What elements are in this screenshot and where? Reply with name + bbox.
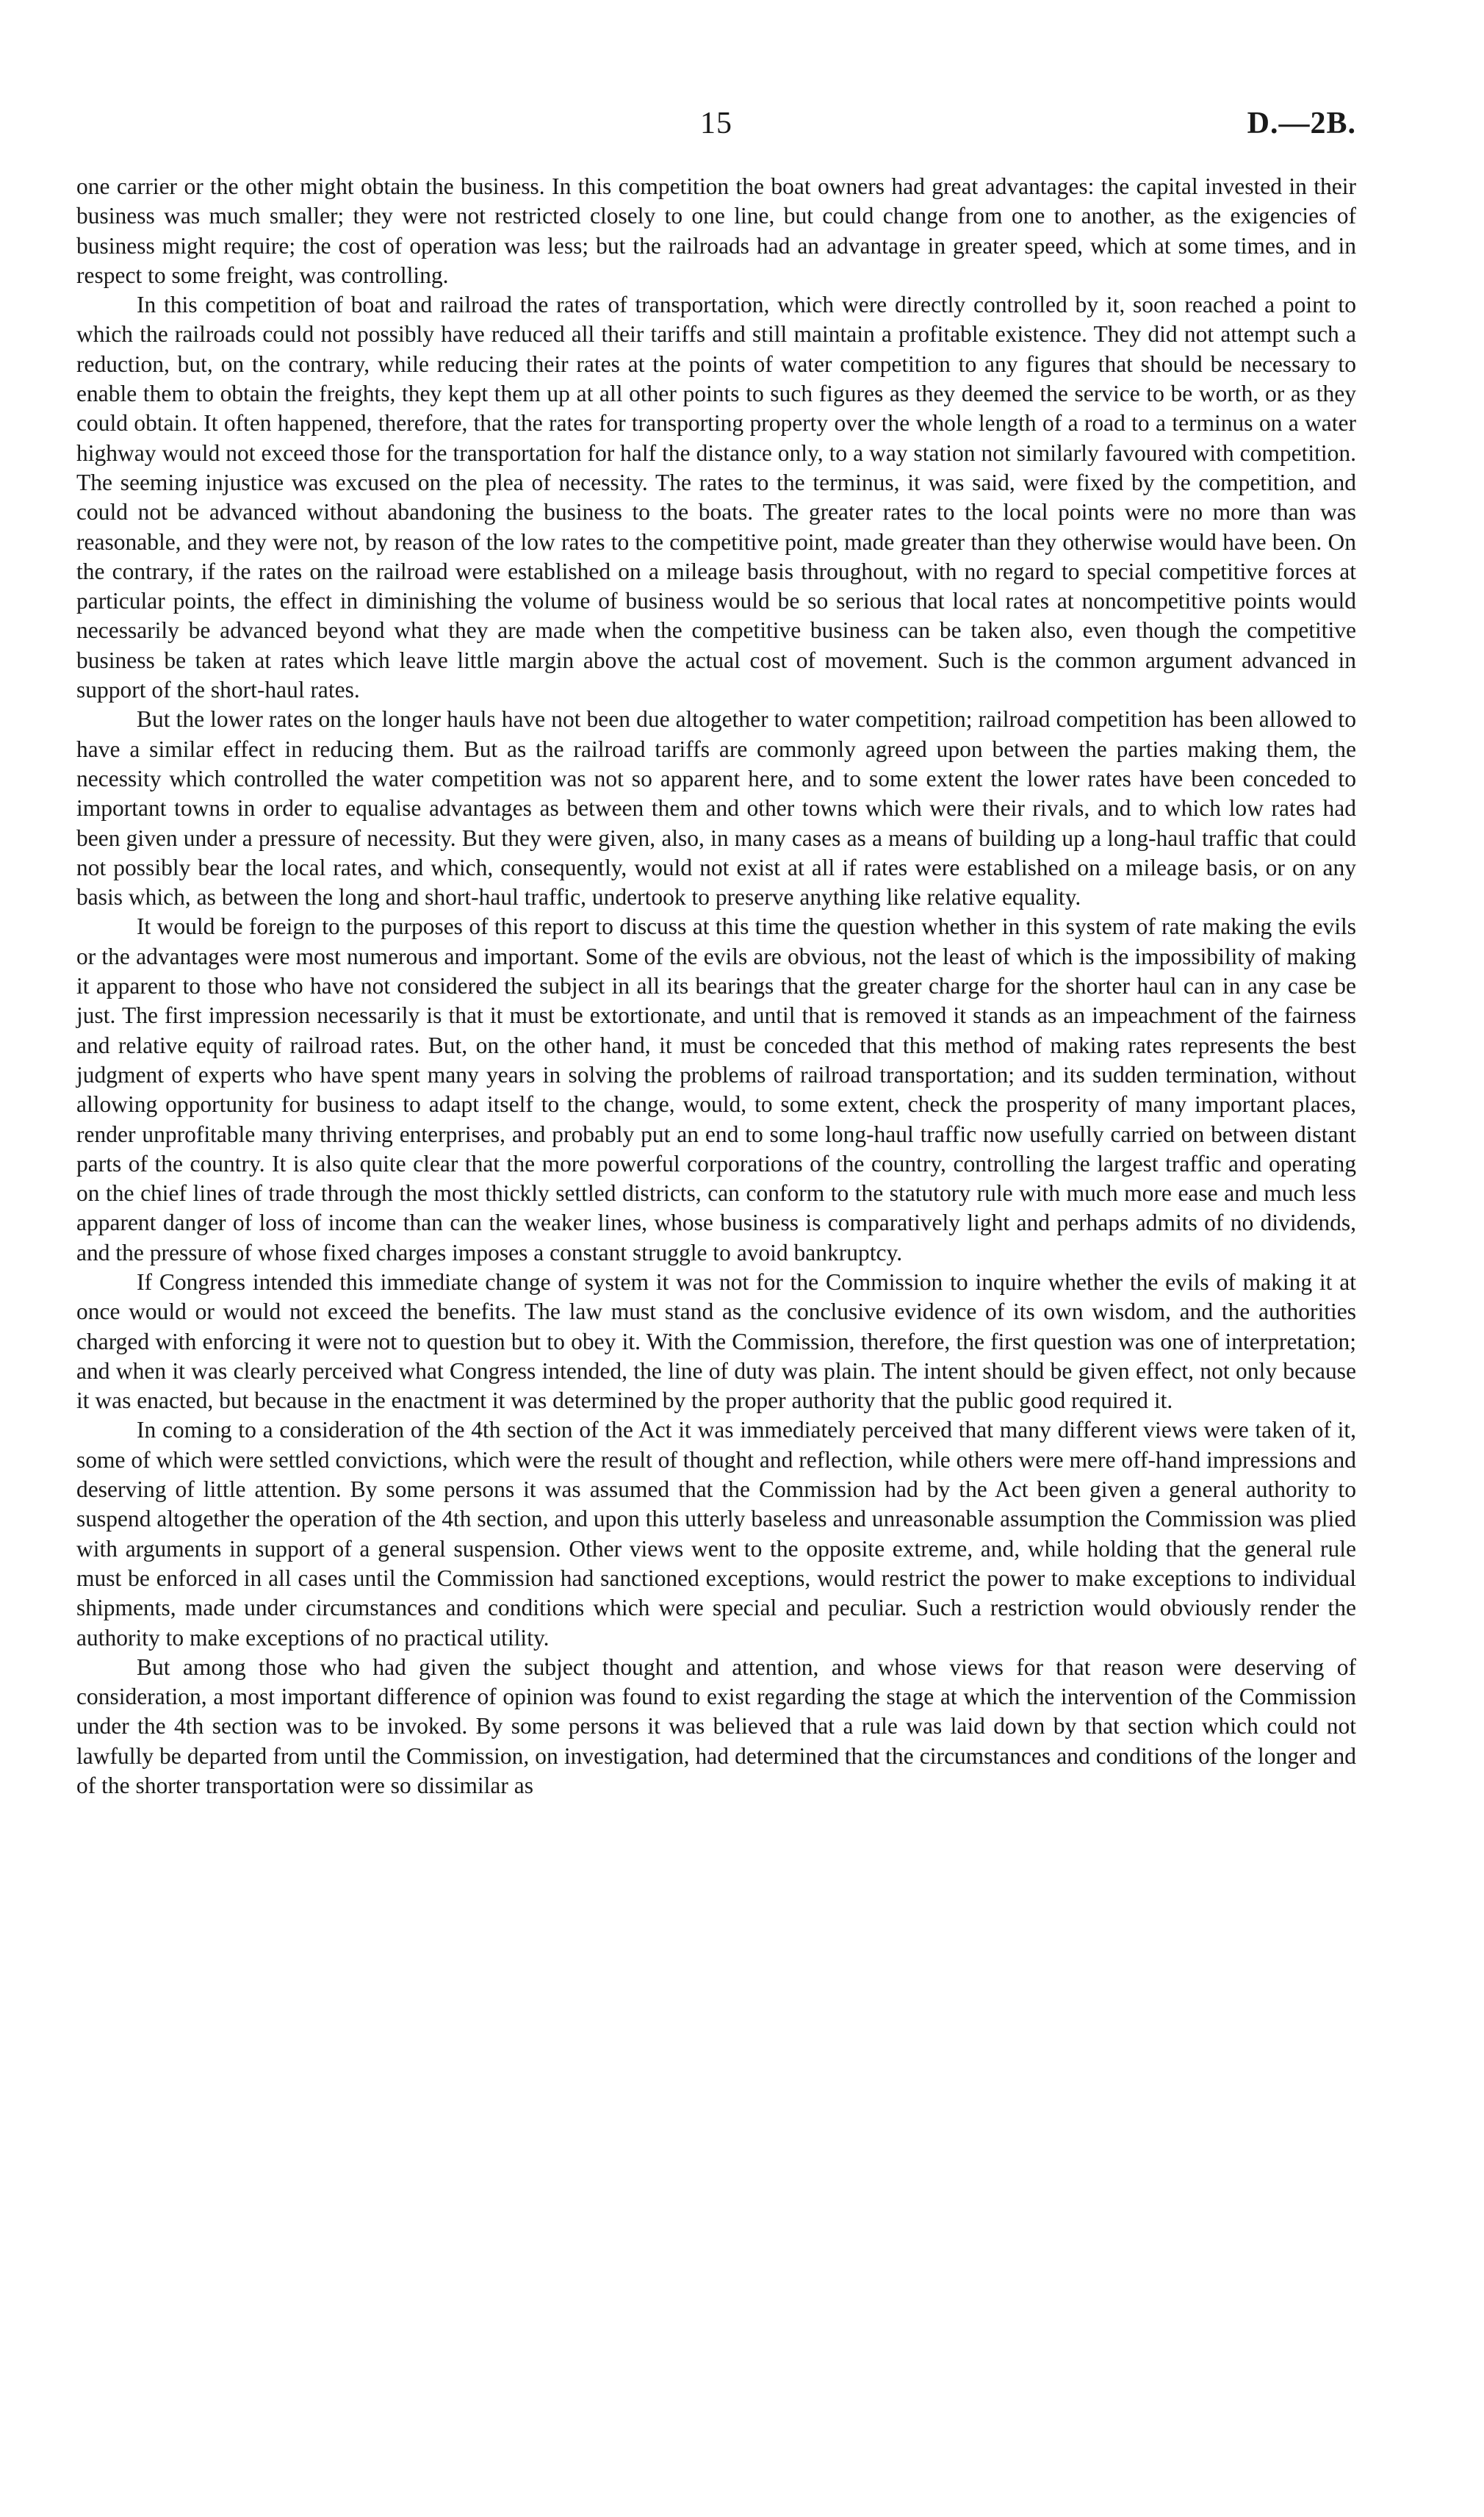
paragraph: But among those who had given the subject thought and attention, and whose views for that reason were deserving of consideration, a most important difference of opinion was found to exist regarding the stage at which the intervention of the Commission under the 4th section was to be invoked. By some persons it was believed that a rule was laid down by that section which could not lawfully be departed from until the Commission, on investigation, had determined that the circumstances and conditions of the longer and of the shorter transportation were so dissimilar as — [76, 1654, 1356, 1799]
body-text — [76, 172, 1356, 1800]
paragraph: It would be foreign to the purposes of this report to discuss at this time the question whether in this system of rate making the evils or the advantages were most numerous and important. Some of the evils are obvious, not the least of which is the impossibility of making it apparent to those who have not considered the subject in all its bearings that the greater charge for the shorter haul can in any case be just. The first impression necessarily is that it must be extortionate, and until that is removed it stands as an impeachment of the fairness and relative equity of railroad rates. But, on the other hand, it must be conceded that this method of making rates represents the best judgment of experts who have spent many years in solving the problems of railroad transportation; and its sudden termination, without allowing opportunity for business to adapt itself to the change, would, to some extent, check the prosperity of many important places, render unprofitable many thriving enterprises, and probably put an end to some long-haul traffic now usefully carried on between distant parts of the country. It is also quite clear that the more powerful corporations of the country, controlling the largest traffic and operating on the chief lines of trade through the most thickly settled districts, can conform to the statutory rule with much more ease and much less apparent danger of loss of income than can the weaker lines, whose business is comparatively light and perhaps admits of no dividends, and the pressure of whose fixed charges imposes a constant struggle to avoid bankruptcy. — [76, 913, 1356, 1265]
paragraph: In this competition of boat and railroad the rates of transportation, which were directly controlled by it, soon reached a point to which the railroads could not possibly have reduced all their tariffs and still maintain a profitable existence. They did not attempt such a reduction, but, on the contrary, while reducing their rates at the points of water competition to any figures that should be necessary to enable them to obtain the freights, they kept them up at all other points to such figures as they deemed the service to be worth, or as they could obtain. It often happened, therefore, that the rates for transporting property over the whole length of a road to a terminus on a water highway would not exceed those for the transportation for half the distance only, to a way station not similarly favoured with competition. The seeming injustice was excused on the plea of necessity. The rates to the terminus, it was said, were fixed by the competition, and could not be advanced without abandoning the business to the boats. The greater rates to the local points were no more than was reasonable, and they were not, by reason of the low rates to the competitive point, made greater than they otherwise would have been. On the contrary, if the rates on the railroad were established on a mileage basis throughout, with no regard to special competitive forces at particular points, the effect in diminishing the volume of business would be so serious that local rates at noncompetitive points would necessarily be advanced beyond what they are made when the competitive business can be taken also, even though the competitive business be taken at rates which leave little margin above the actual cost of movement. Such is the common argument advanced in support of the short-haul rates. — [76, 292, 1356, 703]
paragraph: But the lower rates on the longer hauls have not been due altogether to water competition; railroad competition has been allowed to have a similar effect in reducing them. But as the railroad tariffs are commonly agreed upon between the parties making them, the necessity which controlled the water competition was not so apparent here, and to some extent the lower rates have been conceded to important towns in order to equalise advantages as between them and other towns which were their rivals, and to which low rates had been given under a pressure of necessity. But they were given, also, in many cases as a means of building up a long-haul traffic that could not possibly bear the local rates, and which, consequently, would not exist at all if rates were established on a mileage basis, or on any basis which, as between the long and short-haul traffic, undertook to preserve anything like relative equality. — [76, 706, 1356, 911]
paragraph: In coming to a consideration of the 4th section of the Act it was immediately perceived that many different views were taken of it, some of which were settled convictions, which were the result of thought and reflection, while others were mere off-hand impressions and deserving of little attention. By some persons it was assumed that the Commission had by the Act been given a general authority to suspend altogether the operation of the 4th section, and upon this utterly baseless and unreasonable assumption the Commission was plied with arguments in support of a general suspension. Other views went to the opposite extreme, and, while holding that the general rule must be enforced in all cases until the Commission had sanctioned exceptions, would restrict the power to make exceptions to individual shipments, made under circumstances and conditions which were special and peculiar. Such a restriction would obviously render the authority to make exceptions of no practical utility. — [76, 1417, 1356, 1651]
paragraph-continued: one carrier or the other might obtain the business. In this competition the boat owners had great advantages: the capital invested in their business was much smaller; they were not restricted closely to one line, but could change from one to another, as the exigencies of business might require; the cost of operation was less; but the railroads had an advantage in greater speed, which at some times, and in respect to some freight, was controlling. — [76, 173, 1356, 288]
page-number: 15 — [700, 107, 732, 140]
document-reference: D.—2B. — [1247, 107, 1356, 140]
paragraph: If Congress intended this immediate change of system it was not for the Commission to inquire whether the evils of making it at once would or would not exceed the benefits. The law must stand as the conclusive evidence of its own wisdom, and the authorities charged with enforcing it were not to question but to obey it. With the Commission, therefore, the first question was one of interpretation; and when it was clearly perceived what Congress intended, the line of duty was plain. The intent should be given effect, not only because it was enacted, but because in the enactment it was determined by the proper authority that the public good required it. — [76, 1268, 1356, 1414]
page-header — [76, 101, 1356, 146]
